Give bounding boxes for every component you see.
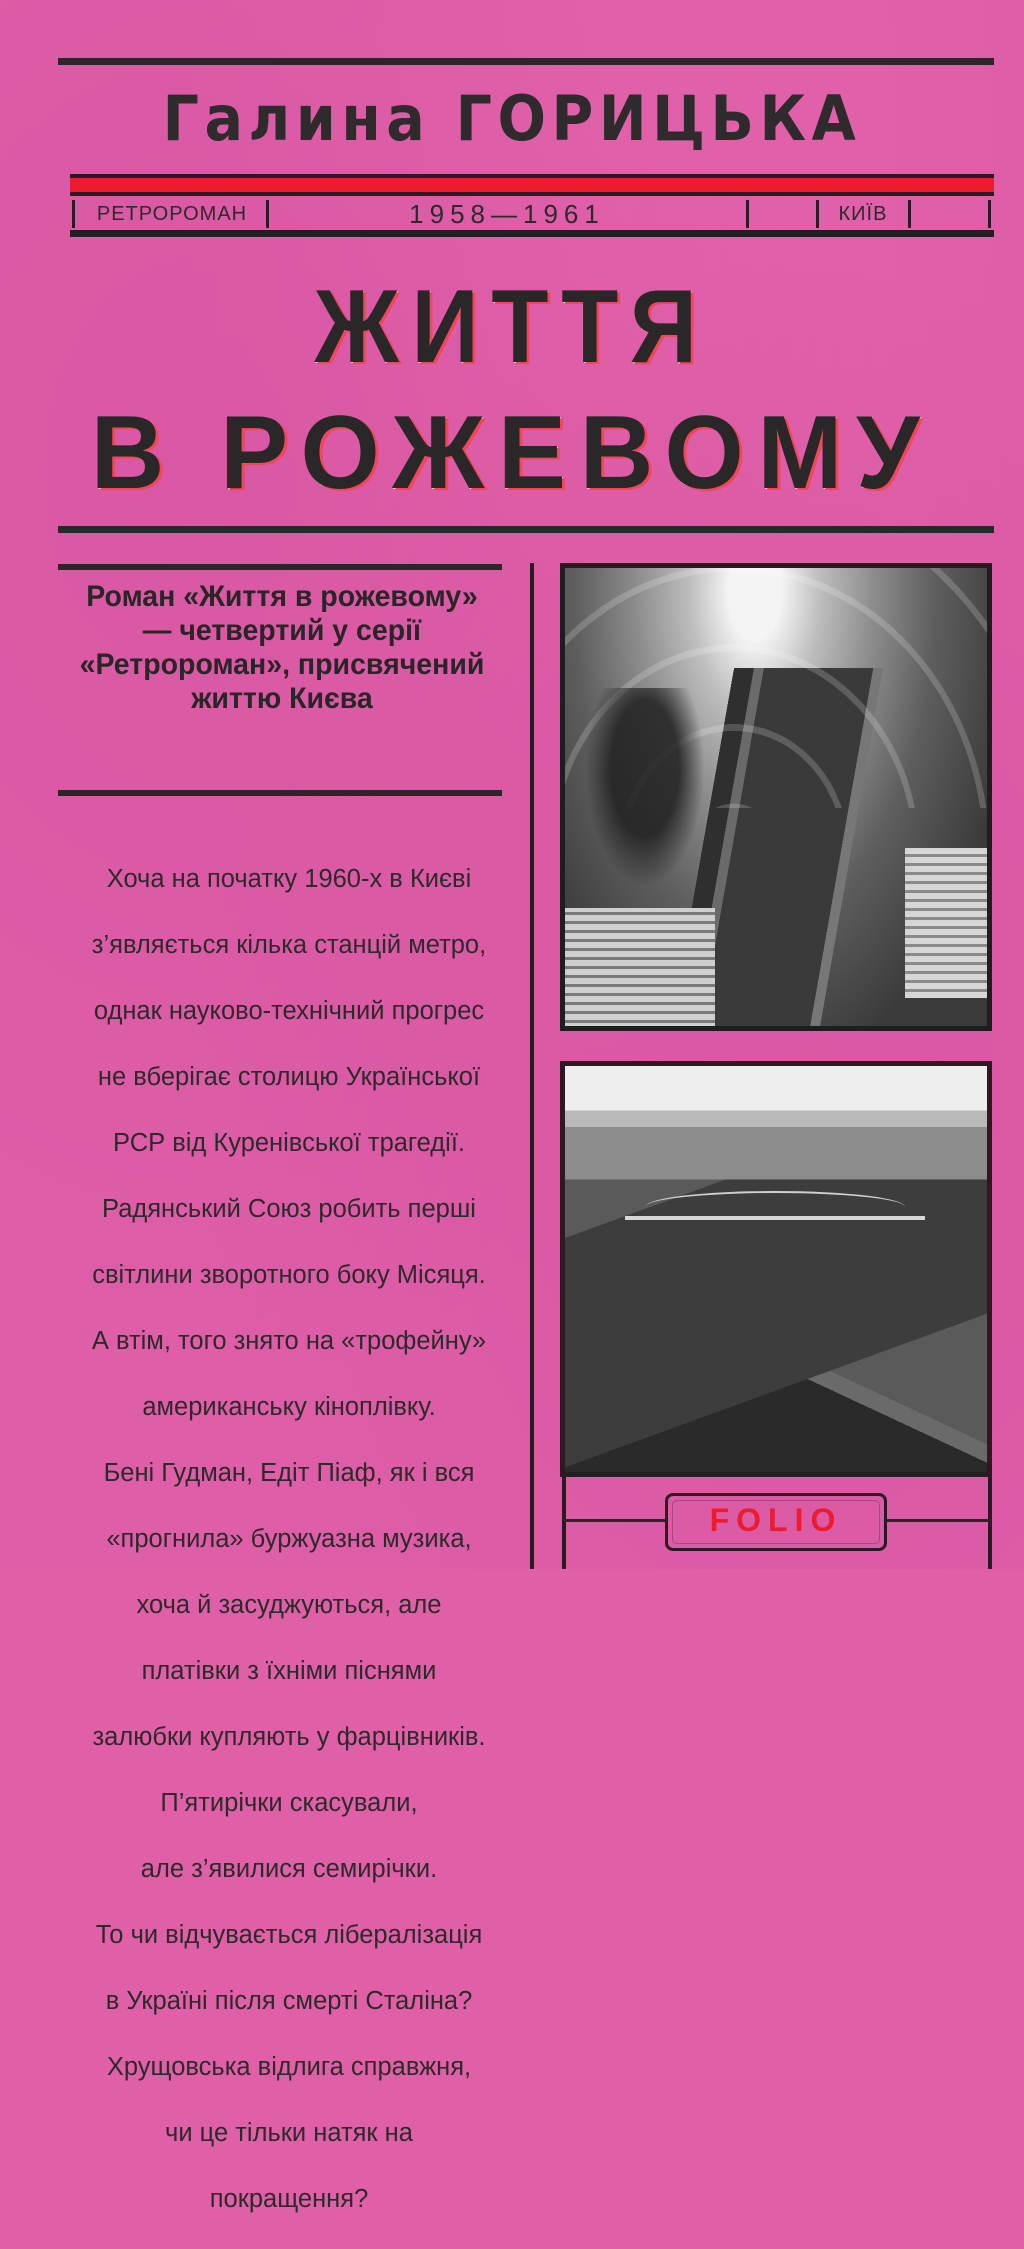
series-info-row — [70, 198, 994, 230]
tagline: Роман «Життя в рожевому» — четвертий у серії «Ретророман», присвячений життю Києва — [79, 580, 485, 715]
book-title-line-1: ЖИТТЯ — [314, 269, 710, 385]
publisher-logo: FOLIO — [709, 1502, 843, 1538]
blurb-line: платівки з їхніми піснями — [141, 1657, 437, 1685]
blurb-line: але з’явилися семирічки. — [140, 1855, 438, 1883]
blurb-line: То чи відчувається лібералізація — [95, 1921, 483, 1949]
blurb-line: чи це тільки натяк на — [165, 2119, 413, 2147]
blurb-line: залюбки купляють у фарцівників. — [92, 1723, 486, 1751]
footer-frame-left — [562, 1477, 566, 1569]
blurb-line: «прогнила» буржуазна музика, — [106, 1525, 472, 1553]
title-bottom-rule — [58, 526, 994, 533]
blurb-line: Бені Гудман, Едіт Піаф, як і вся — [103, 1459, 475, 1487]
blurb-line: А втім, того знято на «трофейну» — [91, 1327, 487, 1355]
tagline-bottom-rule — [58, 790, 502, 796]
blurb-line: П’ятирічки скасували, — [160, 1789, 418, 1817]
blurb-line: однак науково-технічний прогрес — [93, 997, 485, 1025]
meta-bottom-rule — [70, 230, 994, 237]
series-label: РЕТРОРОМАН — [96, 203, 248, 225]
blurb-line: не вберігає столицю Української — [97, 1063, 481, 1091]
author-name: Галина ГОРИЦЬКА — [162, 82, 862, 155]
column-divider — [530, 563, 534, 1569]
blurb-line: покращення? — [209, 2185, 369, 2213]
footer-frame-right — [988, 1477, 992, 1569]
metro-escalator-photo — [560, 563, 992, 1031]
blurb-line: РСР від Куренівської трагедії. — [112, 1129, 466, 1157]
divider — [908, 200, 911, 228]
divider — [746, 200, 749, 228]
red-accent-bar — [70, 174, 994, 196]
blurb-text — [56, 830, 522, 2249]
blurb-line: американську кіноплівку. — [142, 1393, 436, 1421]
blurb-line: в Україні після смерті Сталіна? — [105, 1987, 473, 2015]
divider — [988, 200, 991, 228]
divider — [266, 200, 269, 228]
city-label: КИЇВ — [838, 203, 888, 225]
blurb-line: з’являється кілька станцій метро, — [91, 931, 487, 959]
divider — [72, 200, 75, 228]
blurb-line: хоча й засуджуються, але — [136, 1591, 442, 1619]
divider — [816, 200, 819, 228]
top-rule — [58, 58, 994, 65]
blurb-line: Радянський Союз робить перші — [102, 1195, 476, 1223]
kyiv-river-bridge-photo — [560, 1061, 992, 1477]
tagline-top-rule — [58, 564, 502, 570]
blurb-line: світлини зворотного боку Місяця. — [92, 1261, 486, 1289]
footer-rule-left — [564, 1519, 666, 1522]
book-title-line-2: В РОЖЕВОМУ — [90, 395, 934, 511]
footer-rule-right — [886, 1519, 990, 1522]
blurb-line: Хоча на початку 1960-х в Києві — [106, 865, 472, 893]
years-range: 1958—1961 — [409, 199, 605, 229]
blurb-line: Хрущовська відлига справжня, — [106, 2053, 472, 2081]
